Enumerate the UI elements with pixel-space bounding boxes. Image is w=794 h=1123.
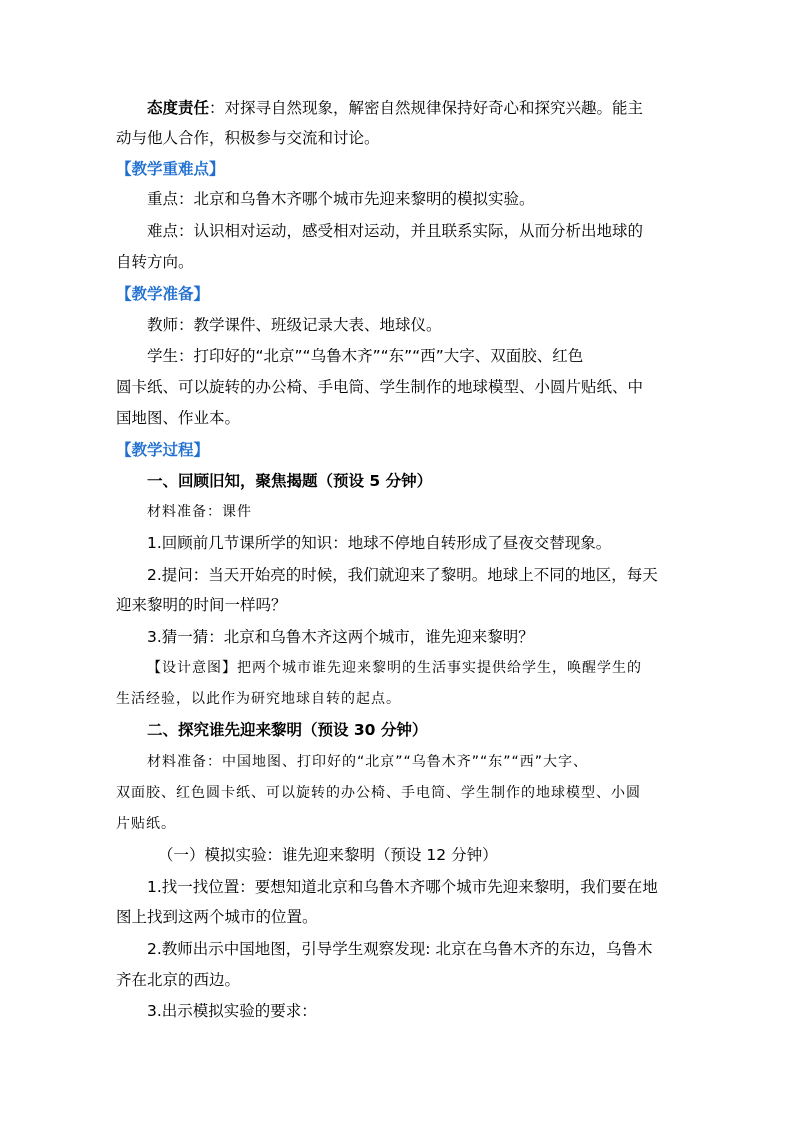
part2-materials-line2: 双面胶、红色圆卡纸、可以旋转的办公椅、手电筒、学生制作的地球模型、小圆 bbox=[116, 785, 641, 801]
focus-text: 重点：北京和乌鲁木齐哪个城市先迎来黎明的模拟实验。 bbox=[147, 190, 535, 208]
design-intent-line2: 生活经验，以此作为研究地球自转的起点。 bbox=[116, 691, 401, 707]
attitude-label: 态度责任 bbox=[147, 99, 210, 117]
student-preparation-line1: 学生：打印好的“北京”“乌鲁木齐”“东”“西”大字、双面胶、红色 bbox=[147, 347, 584, 365]
attitude-paragraph-line2: 动与他人合作，积极参与交流和讨论。 bbox=[116, 129, 380, 147]
part2-subheading-1: （一）模拟实验：谁先迎来黎明（预设 12 分钟） bbox=[158, 846, 498, 864]
part2-materials-line3: 片贴纸。 bbox=[116, 816, 176, 832]
part2-step2-line1: 2.教师出示中国地图，引导学生观察发现: 北京在乌鲁木齐的东边，乌鲁木 bbox=[147, 940, 653, 958]
part2-materials-line1: 材料准备：中国地图、打印好的“北京”“乌鲁木齐”“东”“西”大字、 bbox=[147, 754, 589, 770]
section-heading-process: 【教学过程】 bbox=[116, 441, 210, 459]
part2-step3: 3.出示模拟实验的要求： bbox=[147, 1002, 317, 1020]
teacher-preparation: 教师：教学课件、班级记录大表、地球仪。 bbox=[147, 316, 442, 334]
section-heading-key-points: 【教学重难点】 bbox=[116, 160, 225, 178]
part2-title: 二、探究谁先迎来黎明（预设 30 分钟） bbox=[147, 721, 428, 739]
part1-item3: 3.猜一猜：北京和乌鲁木齐这两个城市，谁先迎来黎明？ bbox=[147, 628, 534, 646]
part1-materials: 材料准备：课件 bbox=[147, 504, 252, 520]
student-preparation-line2: 圆卡纸、可以旋转的办公椅、手电筒、学生制作的地球模型、小圆片贴纸、中 bbox=[116, 378, 644, 396]
part1-item2-line1: 2.提问：当天开始亮的时候，我们就迎来了黎明。地球上不同的地区，每天 bbox=[147, 566, 658, 584]
part2-step2-line2: 齐在北京的西边。 bbox=[116, 971, 241, 989]
section-heading-preparation: 【教学准备】 bbox=[116, 285, 210, 303]
attitude-text: ：对探寻自然现象，解密自然规律保持好奇心和探究兴趣。能主 bbox=[209, 99, 644, 117]
part2-step1-line1: 1.找一找位置：要想知道北京和乌鲁木齐哪个城市先迎来黎明，我们要在地 bbox=[147, 878, 658, 896]
student-preparation-line3: 国地图、作业本。 bbox=[116, 409, 241, 427]
design-intent-line1: 【设计意图】把两个城市谁先迎来黎明的生活事实提供给学生，唤醒学生的 bbox=[147, 660, 642, 676]
attitude-paragraph-line1 bbox=[147, 98, 643, 118]
difficulty-text-line1: 难点：认识相对运动，感受相对运动，并且联系实际，从而分析出地球的 bbox=[147, 222, 644, 240]
part1-item2-line2: 迎来黎明的时间一样吗？ bbox=[116, 596, 287, 614]
part1-title: 一、回顾旧知，聚焦揭题（预设 5 分钟） bbox=[147, 472, 433, 490]
difficulty-text-line2: 自转方向。 bbox=[116, 253, 194, 271]
part2-step1-line2: 图上找到这两个城市的位置。 bbox=[116, 908, 318, 926]
part1-item1: 1.回顾前几节课所学的知识：地球不停地自转形成了昼夜交替现象。 bbox=[147, 534, 612, 552]
